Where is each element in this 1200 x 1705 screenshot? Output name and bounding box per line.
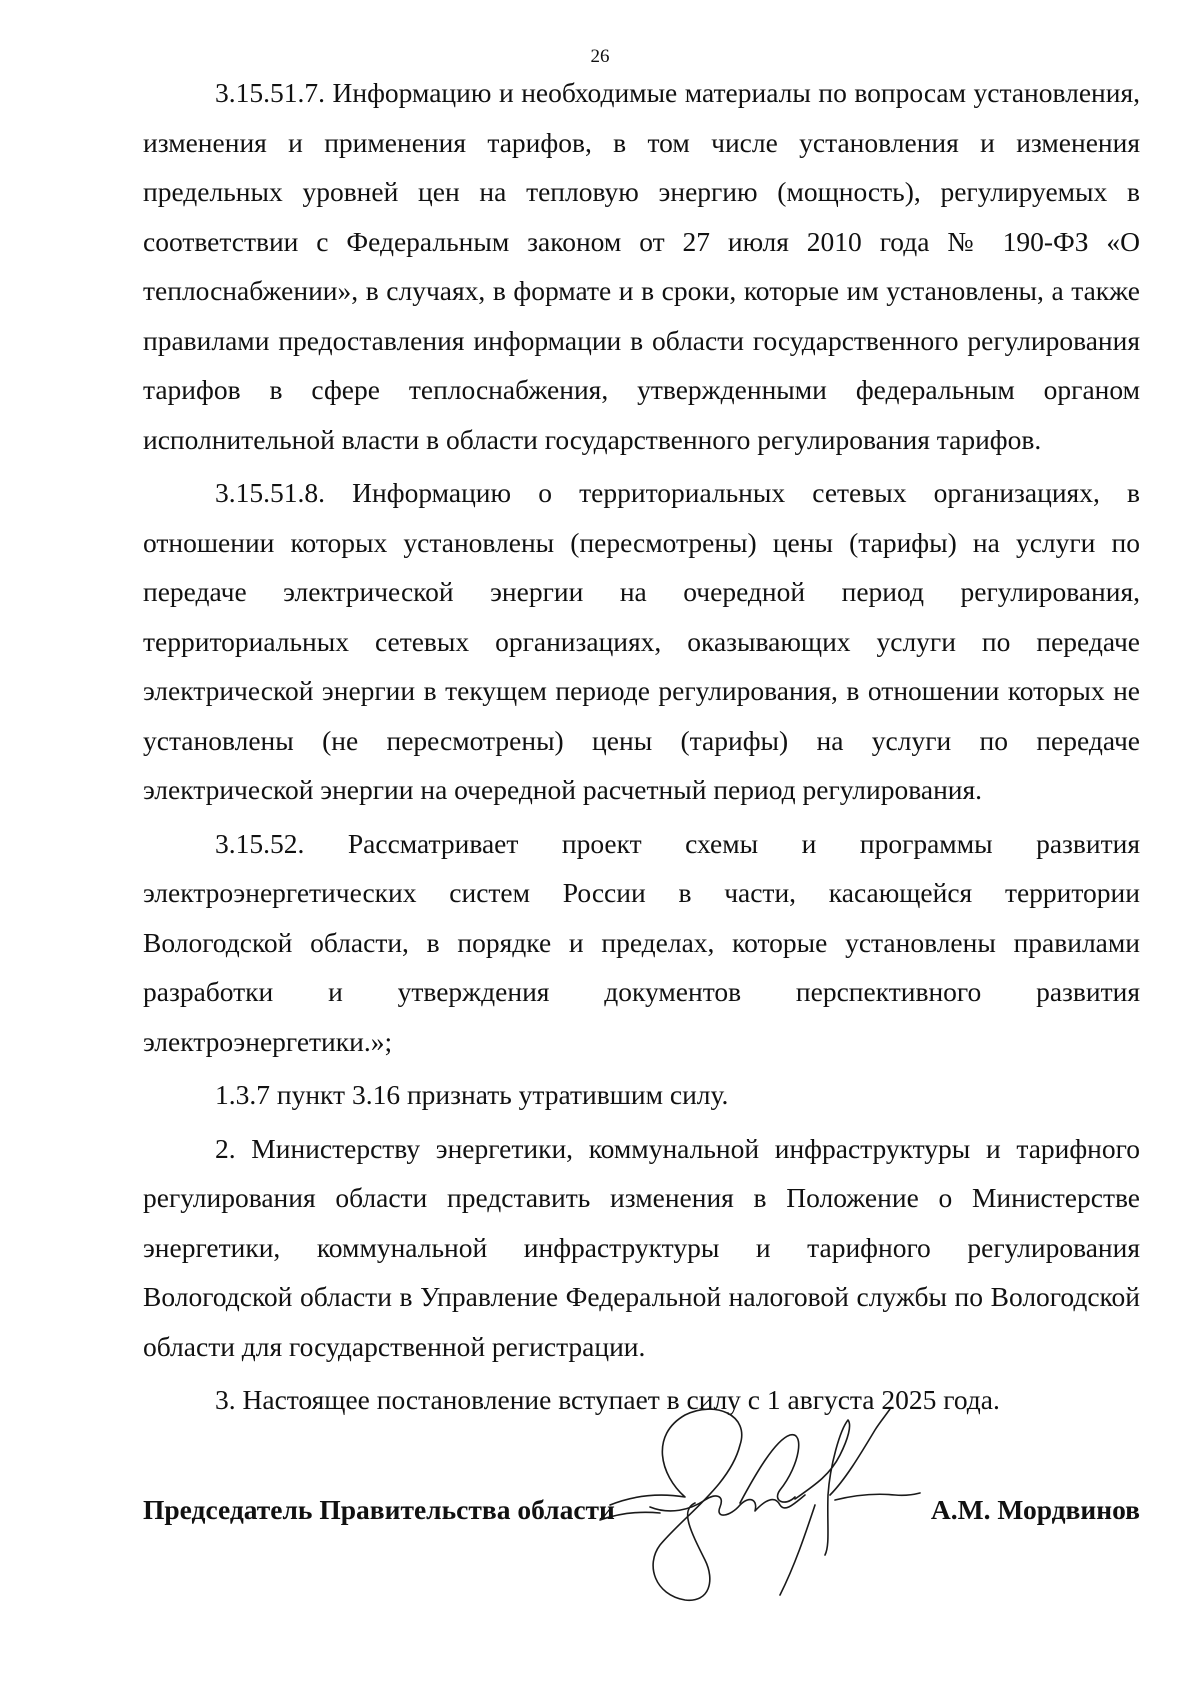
signatory-name: А.М. Мордвинов xyxy=(930,1494,1140,1525)
signatory-title: Председатель Правительства области xyxy=(143,1494,615,1525)
paragraph-3-15-51-7: 3.15.51.7. Информацию и необходимые материалы по вопросам установления, изменения и применения тарифов, в том числе установления и изменения предельных уровней цен на тепловую энергию (мощность), регулируемых в соответствии с Федеральным законом от 27 июля 2010 года № 190-ФЗ «О теплоснабжении», в случаях, в формате и в сроки, которые им установлены, а также правилами предоставления информации в области государственного регулирования тарифов в сфере теплоснабжения, утвержденными федеральным органом исполнительной власти в области государственного регулирования тарифов. xyxy=(143,77,1140,455)
paragraph-3: 3. Настоящее постановление вступает в силу с 1 августа 2025 года. xyxy=(215,1384,1000,1415)
page-number: 26 xyxy=(590,46,610,67)
paragraph-2: 2. Министерству энергетики, коммунальной инфраструктуры и тарифного регулирования области представить изменения в Положение о Министерстве энергетики, коммунальной инфраструктуры и тарифного регулирования Вологодской области в Управление Федеральной налоговой службы по Вологодской области для государственной регистрации. xyxy=(143,1132,1140,1362)
paragraph-1-3-7: 1.3.7 пункт 3.16 признать утратившим силу. xyxy=(215,1079,729,1110)
paragraph-3-15-51-8: 3.15.51.8. Информацию о территориальных сетевых организациях, в отношении которых установлены (пересмотрены) цены (тарифы) на услуги по передаче электрической энергии на очередной период регулирования, территориальных сетевых организациях, оказывающих услуги по передаче электрической энергии в текущем периоде регулирования, в отношении которых не установлены (не пересмотрены) цены (тарифы) на услуги по передаче электрической энергии на очередной расчетный период регулирования. xyxy=(143,477,1140,805)
paragraph-3-15-52: 3.15.52. Рассматривает проект схемы и программы развития электроэнергетических систем России в части, касающейся территории Вологодской области, в порядке и пределах, которые установлены правилами разработки и утверждения документов перспективного развития электроэнергетики.»; xyxy=(143,827,1140,1057)
document-body xyxy=(143,68,1140,1429)
signature-block xyxy=(143,1490,1140,1550)
